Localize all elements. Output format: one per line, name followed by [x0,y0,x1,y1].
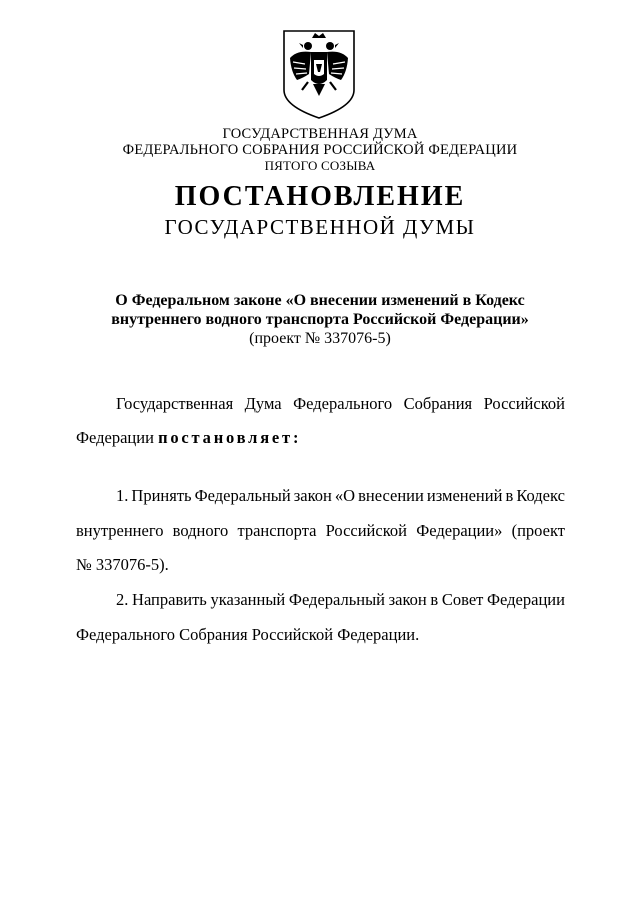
word: закон [388,590,427,609]
word: Федерации [487,590,565,609]
subject-line-1: О Федеральном законе «О внесении изменений в Кодекс [115,292,525,309]
word: указанный [210,590,286,609]
word: Федеральный [288,590,385,609]
convocation-line: ПЯТОГО СОЗЫВА [264,158,376,173]
preamble-line-1 [116,394,565,414]
org-name-line-1: ГОСУДАРСТВЕННАЯ ДУМА [222,126,418,142]
item-1-line-2 [76,521,565,541]
word: «О [334,486,356,505]
word: (проект [511,521,565,540]
preamble-prefix: Федерации [76,428,159,447]
decree-word: постановляет: [158,428,302,447]
word: Дума [244,394,282,413]
bill-number: (проект № 337076-5) [249,330,391,347]
word: Федерации» [416,521,503,540]
org-name-line-2: ФЕДЕРАЛЬНОГО СОБРАНИЯ РОССИЙСКОЙ ФЕДЕРАЦИИ [122,142,518,158]
word: закон [293,486,332,505]
state-emblem-icon [281,28,357,120]
word: Государственная [116,394,234,413]
item-2-line-1 [116,590,565,610]
item-2-line-2: Федерального Собрания Российской Федерации. [76,625,420,644]
word: Совет [441,590,484,609]
word: внесении [358,486,424,505]
word: Направить [132,590,207,609]
document-issuer-title: ГОСУДАРСТВЕННОЙ ДУМЫ [164,215,476,239]
word: 1. [116,486,129,505]
word: в [505,486,514,505]
word: транспорта [237,521,317,540]
word: внутреннего [76,521,164,540]
word: Собрания [403,394,473,413]
document-type-title: ПОСТАНОВЛЕНИЕ [174,181,466,212]
word: Принять [131,486,192,505]
word: Российской [483,394,565,413]
word: Федерального [293,394,393,413]
word: Российской [325,521,407,540]
word: Федеральный [194,486,291,505]
item-1-line-1 [116,486,565,506]
word: 2. [116,590,129,609]
preamble-line-2 [76,428,565,448]
word: в [430,590,439,609]
word: водного [172,521,229,540]
word: Кодекс [516,486,565,505]
item-1-line-3: № 337076-5). [76,555,169,574]
word: изменений [426,486,503,505]
subject-line-2: внутреннего водного транспорта Российской Федерации» [111,311,529,328]
